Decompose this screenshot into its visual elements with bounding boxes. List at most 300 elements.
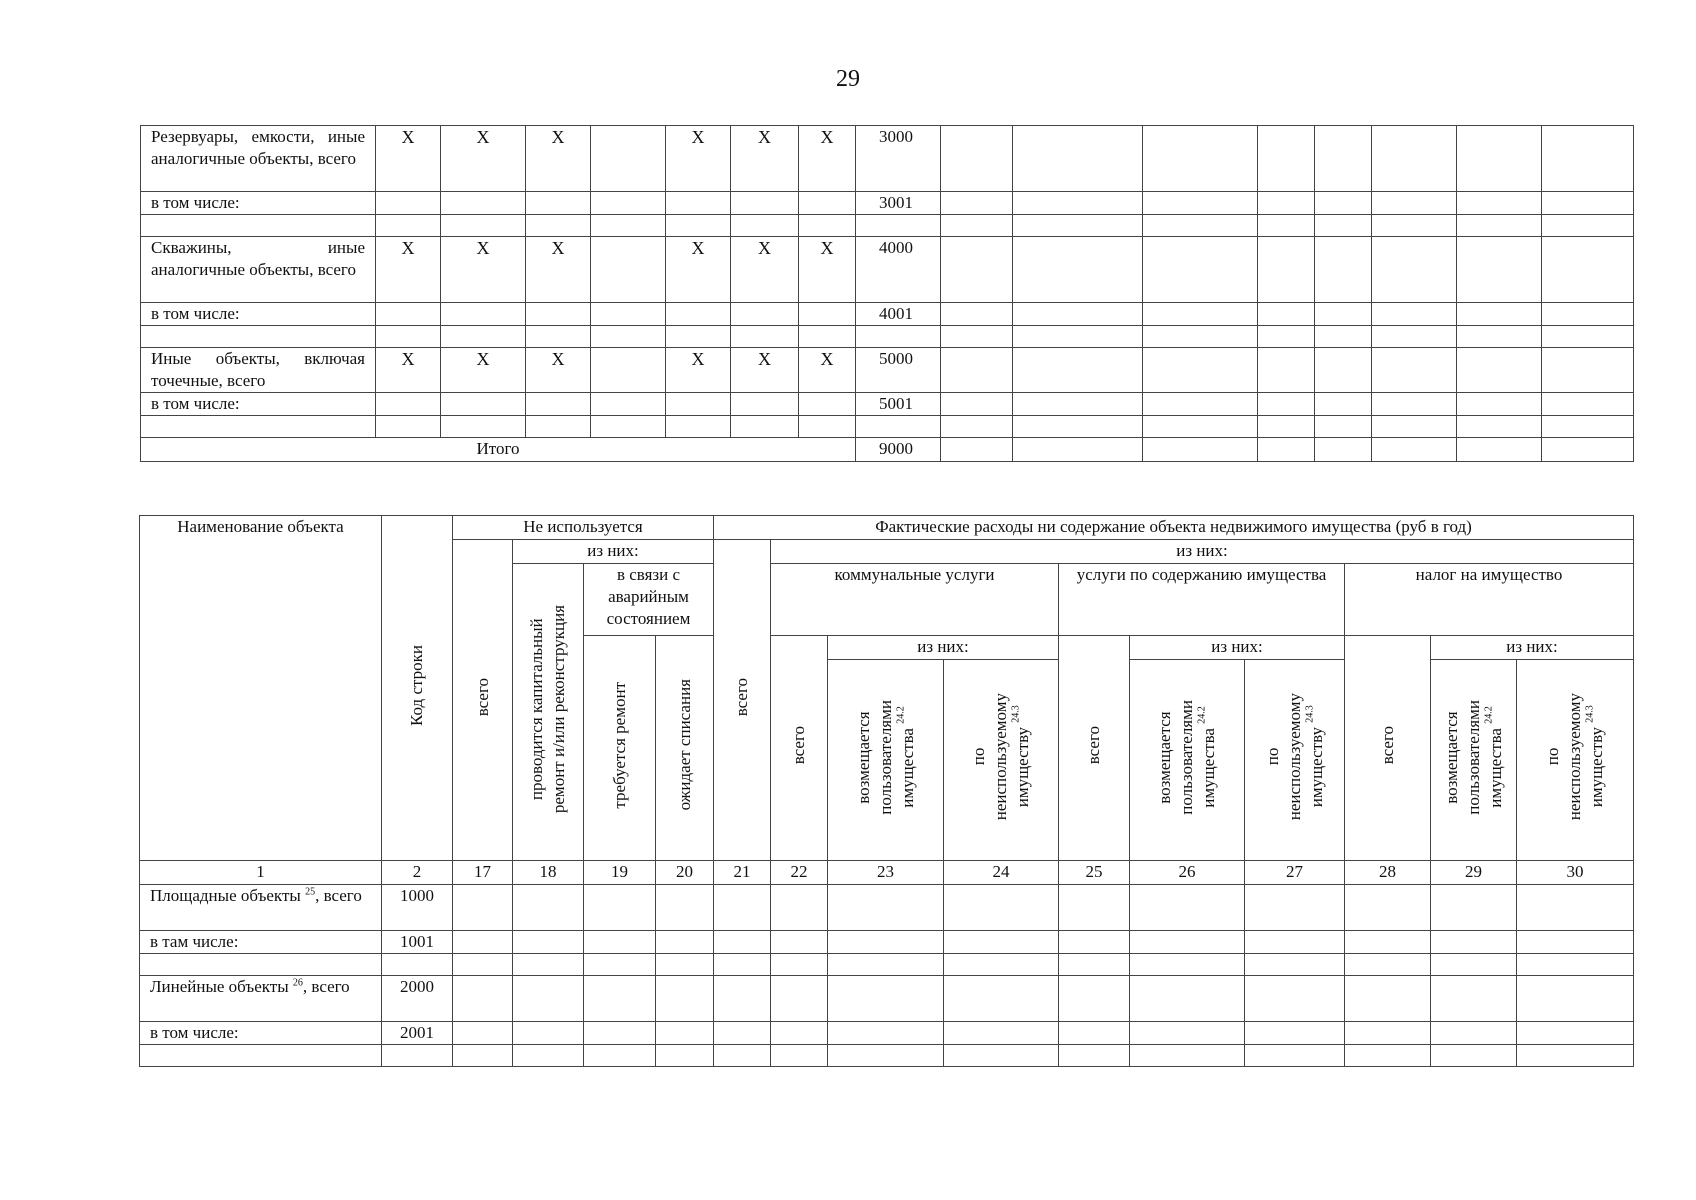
empty-cell [1315, 416, 1372, 438]
header-maintenance-unused: по неиспользуемому имуществу $^{24.3}$ [1245, 660, 1345, 861]
empty-cell [1372, 303, 1457, 326]
empty-cell [1542, 393, 1634, 416]
empty-cell [441, 393, 526, 416]
empty-cell [526, 303, 591, 326]
row-sub-label: в том числе: [141, 303, 376, 326]
empty-cell [941, 416, 1013, 438]
header-not-used-of-them: из них: [513, 540, 714, 564]
row-sub-code: 1001 [382, 931, 453, 954]
empty-cell [1143, 348, 1258, 393]
row-mark: X [441, 237, 526, 303]
empty-cell [1315, 237, 1372, 303]
empty-cell [1457, 215, 1542, 237]
empty-cell [1542, 326, 1634, 348]
empty-cell [1542, 126, 1634, 192]
empty-cell [666, 393, 731, 416]
table-row [141, 303, 1634, 326]
column-number: 25 [1059, 861, 1130, 885]
row-name: Иные объекты, включая точечные, всего [141, 348, 376, 393]
row-mark: X [376, 126, 441, 192]
empty-cell [731, 303, 799, 326]
row-sub-code: 3001 [856, 192, 941, 215]
empty-cell [1457, 126, 1542, 192]
empty-cell [453, 1022, 513, 1045]
total-label: Итого [141, 438, 856, 462]
empty-cell [1542, 416, 1634, 438]
row-sub-label: в там числе: [140, 931, 382, 954]
empty-cell [1372, 416, 1457, 438]
empty-cell [656, 976, 714, 1022]
empty-cell [1130, 931, 1245, 954]
empty-cell [1457, 416, 1542, 438]
empty-cell [1258, 348, 1315, 393]
empty-cell [584, 976, 656, 1022]
row-name-text: Площадные объекты [150, 886, 301, 905]
row-sub-code: 2001 [382, 1022, 453, 1045]
table-row [141, 416, 1634, 438]
empty-cell [1542, 438, 1634, 462]
empty-cell [1013, 348, 1143, 393]
empty-cell [1372, 215, 1457, 237]
empty-cell [1143, 438, 1258, 462]
empty-cell [799, 215, 856, 237]
empty-cell [771, 931, 828, 954]
row-sub-label: в том числе: [141, 192, 376, 215]
empty-cell [1258, 393, 1315, 416]
row-mark: X [731, 126, 799, 192]
row-mark: X [666, 126, 731, 192]
header-property-tax: налог на имущество [1345, 564, 1634, 636]
empty-cell [1245, 1045, 1345, 1067]
empty-cell [714, 1045, 771, 1067]
empty-cell [1372, 237, 1457, 303]
column-number: 17 [453, 861, 513, 885]
empty-cell [1315, 348, 1372, 393]
empty-cell [1143, 393, 1258, 416]
empty-cell [656, 885, 714, 931]
column-number: 1 [140, 861, 382, 885]
empty-cell [1013, 393, 1143, 416]
empty-cell [376, 215, 441, 237]
empty-cell [513, 954, 584, 976]
empty-cell [591, 303, 666, 326]
empty-cell [584, 931, 656, 954]
empty-cell [1059, 885, 1130, 931]
empty-cell [1059, 1045, 1130, 1067]
column-number: 22 [771, 861, 828, 885]
empty-cell [1130, 1022, 1245, 1045]
empty-cell [714, 976, 771, 1022]
empty-cell [141, 416, 376, 438]
empty-cell [828, 931, 944, 954]
header-row-code: Код строки [382, 516, 453, 861]
empty-cell [1258, 237, 1315, 303]
empty-cell [666, 215, 731, 237]
total-code: 9000 [856, 438, 941, 462]
empty-cell [1315, 393, 1372, 416]
empty-cell [1258, 126, 1315, 192]
empty-cell [1013, 416, 1143, 438]
empty-cell [656, 1045, 714, 1067]
empty-cell [941, 215, 1013, 237]
empty-cell [1258, 416, 1315, 438]
empty-cell [656, 954, 714, 976]
column-number: 27 [1245, 861, 1345, 885]
row-mark [591, 126, 666, 192]
column-number: 23 [828, 861, 944, 885]
column-numbers-row [140, 861, 1634, 885]
empty-cell [584, 1022, 656, 1045]
empty-cell [376, 326, 441, 348]
bottom-table [139, 515, 1634, 1067]
empty-cell [1457, 303, 1542, 326]
header-capital-repair: проводится капитальный ремонт и/или реконструкция [513, 564, 584, 861]
empty-cell [1431, 1022, 1517, 1045]
empty-cell [828, 1045, 944, 1067]
page-number: 29 [836, 66, 860, 92]
header-not-used: Не используется [453, 516, 714, 540]
row-name [140, 885, 382, 931]
empty-cell [771, 1045, 828, 1067]
header-expenses-total: всего [714, 540, 771, 861]
empty-cell [526, 192, 591, 215]
empty-cell [1059, 931, 1130, 954]
empty-cell [1245, 1022, 1345, 1045]
empty-cell [941, 192, 1013, 215]
empty-cell [731, 416, 799, 438]
header-not-used-total: всего [453, 540, 513, 861]
empty-cell [1013, 303, 1143, 326]
empty-cell [1372, 326, 1457, 348]
empty-cell [526, 416, 591, 438]
empty-cell [453, 885, 513, 931]
empty-cell [1372, 348, 1457, 393]
empty-cell [1013, 192, 1143, 215]
empty-cell [941, 237, 1013, 303]
header-utilities-total: всего [771, 636, 828, 861]
empty-cell [856, 416, 941, 438]
empty-cell [141, 215, 376, 237]
empty-cell [714, 885, 771, 931]
empty-cell [1315, 326, 1372, 348]
empty-cell [1258, 326, 1315, 348]
empty-cell [376, 393, 441, 416]
empty-cell [513, 1045, 584, 1067]
table-row [141, 237, 1634, 303]
empty-cell [714, 954, 771, 976]
empty-cell [1143, 215, 1258, 237]
empty-cell [1059, 1022, 1130, 1045]
empty-cell [1258, 303, 1315, 326]
empty-cell [828, 976, 944, 1022]
row-sub-label: в том числе: [140, 1022, 382, 1045]
empty-cell [1457, 393, 1542, 416]
column-number: 24 [944, 861, 1059, 885]
empty-cell [584, 954, 656, 976]
empty-cell [526, 393, 591, 416]
table-row [141, 348, 1634, 393]
empty-cell [856, 326, 941, 348]
row-name: Скважины, иные аналогичные объекты, всего [141, 237, 376, 303]
total-row [141, 438, 1634, 462]
row-mark: X [376, 237, 441, 303]
empty-cell [584, 1045, 656, 1067]
empty-cell [944, 954, 1059, 976]
row-footnote: 25 [305, 886, 316, 898]
empty-cell [941, 326, 1013, 348]
empty-cell [441, 215, 526, 237]
empty-cell [1315, 215, 1372, 237]
empty-cell [1143, 416, 1258, 438]
empty-cell [1542, 192, 1634, 215]
empty-cell [1130, 1045, 1245, 1067]
empty-cell [1245, 931, 1345, 954]
top-table [140, 125, 1634, 462]
empty-cell [1345, 976, 1431, 1022]
empty-cell [591, 416, 666, 438]
empty-cell [1542, 215, 1634, 237]
empty-cell [1457, 237, 1542, 303]
empty-cell [1143, 326, 1258, 348]
empty-cell [1143, 126, 1258, 192]
empty-cell [140, 1045, 382, 1067]
empty-cell [1143, 237, 1258, 303]
empty-cell [799, 326, 856, 348]
empty-cell [666, 416, 731, 438]
table-row [141, 126, 1634, 192]
empty-cell [944, 931, 1059, 954]
empty-cell [799, 192, 856, 215]
row-code: 3000 [856, 126, 941, 192]
header-utilities-reimbursed: возмещается пользователями имущества $^{24.2}$ [828, 660, 944, 861]
column-number: 21 [714, 861, 771, 885]
header-awaiting-writeoff: ожидает списания [656, 636, 714, 861]
table-row [140, 1045, 1634, 1067]
empty-cell [941, 303, 1013, 326]
empty-cell [1245, 885, 1345, 931]
empty-cell [591, 192, 666, 215]
empty-cell [441, 416, 526, 438]
header-expenses-of-them: из них: [771, 540, 1634, 564]
header-tax-unused: по неиспользуемому имуществу $^{24.3}$ [1517, 660, 1634, 861]
empty-cell [1258, 215, 1315, 237]
empty-cell [441, 326, 526, 348]
empty-cell [828, 885, 944, 931]
empty-cell [1457, 326, 1542, 348]
empty-cell [1372, 393, 1457, 416]
row-footnote: 26 [292, 977, 303, 989]
empty-cell [771, 1022, 828, 1045]
empty-cell [1372, 126, 1457, 192]
empty-cell [1431, 954, 1517, 976]
table-row [141, 393, 1634, 416]
empty-cell [1345, 954, 1431, 976]
empty-cell [941, 348, 1013, 393]
header-tax-of-them: из них: [1431, 636, 1634, 660]
row-name: Резервуары, емкости, иные аналогичные объекты, всего [141, 126, 376, 192]
header-utilities: коммунальные услуги [771, 564, 1059, 636]
empty-cell [731, 192, 799, 215]
empty-cell [941, 438, 1013, 462]
empty-cell [140, 954, 382, 976]
column-number: 30 [1517, 861, 1634, 885]
table-row [141, 192, 1634, 215]
empty-cell [1013, 237, 1143, 303]
empty-cell [799, 393, 856, 416]
empty-cell [1345, 931, 1431, 954]
empty-cell [382, 1045, 453, 1067]
empty-cell [591, 215, 666, 237]
empty-cell [1457, 438, 1542, 462]
empty-cell [513, 885, 584, 931]
empty-cell [1457, 348, 1542, 393]
row-mark: X [526, 348, 591, 393]
empty-cell [1315, 192, 1372, 215]
empty-cell [376, 416, 441, 438]
empty-cell [1315, 438, 1372, 462]
empty-cell [526, 326, 591, 348]
empty-cell [1542, 303, 1634, 326]
empty-cell [1143, 192, 1258, 215]
column-number: 28 [1345, 861, 1431, 885]
column-number: 29 [1431, 861, 1517, 885]
empty-cell [856, 215, 941, 237]
empty-cell [731, 393, 799, 416]
header-maintenance-reimbursed: возмещается пользователями имущества $^{24.2}$ [1130, 660, 1245, 861]
empty-cell [1013, 215, 1143, 237]
empty-cell [441, 192, 526, 215]
empty-cell [1517, 954, 1634, 976]
column-number: 19 [584, 861, 656, 885]
empty-cell [1143, 303, 1258, 326]
column-number: 26 [1130, 861, 1245, 885]
empty-cell [714, 931, 771, 954]
empty-cell [944, 1045, 1059, 1067]
empty-cell [799, 416, 856, 438]
row-mark [591, 237, 666, 303]
header-emergency: в связи с аварийным состоянием [584, 564, 714, 636]
table-row [140, 976, 1634, 1022]
empty-cell [731, 215, 799, 237]
empty-cell [656, 931, 714, 954]
empty-cell [944, 976, 1059, 1022]
empty-cell [591, 393, 666, 416]
empty-cell [1130, 954, 1245, 976]
empty-cell [453, 976, 513, 1022]
row-mark [591, 348, 666, 393]
row-mark: X [526, 237, 591, 303]
row-name-text: Линейные объекты [150, 977, 289, 996]
empty-cell [714, 1022, 771, 1045]
empty-cell [453, 954, 513, 976]
header-utilities-of-them: из них: [828, 636, 1059, 660]
empty-cell [1431, 885, 1517, 931]
empty-cell [771, 976, 828, 1022]
empty-cell [1431, 931, 1517, 954]
header-maintenance-total: всего [1059, 636, 1130, 861]
row-mark: X [731, 237, 799, 303]
empty-cell [944, 885, 1059, 931]
empty-cell [591, 326, 666, 348]
empty-cell [1315, 303, 1372, 326]
empty-cell [1258, 438, 1315, 462]
row-sub-label: в том числе: [141, 393, 376, 416]
row-mark: X [666, 237, 731, 303]
empty-cell [441, 303, 526, 326]
empty-cell [944, 1022, 1059, 1045]
row-code: 4000 [856, 237, 941, 303]
empty-cell [1059, 954, 1130, 976]
header-object-name: Наименование объекта [140, 516, 382, 861]
row-sub-code: 5001 [856, 393, 941, 416]
row-name-suffix: , всего [302, 977, 350, 996]
empty-cell [828, 1022, 944, 1045]
table-row [140, 954, 1634, 976]
empty-cell [731, 326, 799, 348]
empty-cell [1013, 126, 1143, 192]
empty-cell [1345, 1045, 1431, 1067]
row-mark: X [799, 126, 856, 192]
header-maintenance: услуги по содержанию имущества [1059, 564, 1345, 636]
empty-cell [376, 303, 441, 326]
empty-cell [1431, 1045, 1517, 1067]
empty-cell [1345, 1022, 1431, 1045]
empty-cell [1517, 885, 1634, 931]
row-mark: X [526, 126, 591, 192]
empty-cell [513, 931, 584, 954]
empty-cell [1517, 931, 1634, 954]
empty-cell [513, 976, 584, 1022]
column-number: 18 [513, 861, 584, 885]
empty-cell [453, 1045, 513, 1067]
empty-cell [666, 192, 731, 215]
empty-cell [1245, 954, 1345, 976]
row-mark: X [441, 348, 526, 393]
empty-cell [526, 215, 591, 237]
empty-cell [656, 1022, 714, 1045]
header-tax-total: всего [1345, 636, 1431, 861]
empty-cell [1315, 126, 1372, 192]
row-mark: X [799, 237, 856, 303]
empty-cell [941, 393, 1013, 416]
row-mark: X [441, 126, 526, 192]
row-code: 5000 [856, 348, 941, 393]
empty-cell [1372, 438, 1457, 462]
empty-cell [1130, 976, 1245, 1022]
empty-cell [1345, 885, 1431, 931]
header-repair-required: требуется ремонт [584, 636, 656, 861]
empty-cell [666, 326, 731, 348]
row-mark: X [376, 348, 441, 393]
empty-cell [828, 954, 944, 976]
empty-cell [1542, 237, 1634, 303]
empty-cell [1013, 326, 1143, 348]
empty-cell [453, 931, 513, 954]
empty-cell [1517, 976, 1634, 1022]
empty-cell [141, 326, 376, 348]
empty-cell [513, 1022, 584, 1045]
empty-cell [941, 126, 1013, 192]
table-row [140, 931, 1634, 954]
empty-cell [799, 303, 856, 326]
empty-cell [1245, 976, 1345, 1022]
row-mark: X [666, 348, 731, 393]
empty-cell [584, 885, 656, 931]
row-code: 2000 [382, 976, 453, 1022]
table-row [141, 215, 1634, 237]
header-tax-reimbursed: возмещается пользователями имущества $^{24.2}$ [1431, 660, 1517, 861]
row-name [140, 976, 382, 1022]
